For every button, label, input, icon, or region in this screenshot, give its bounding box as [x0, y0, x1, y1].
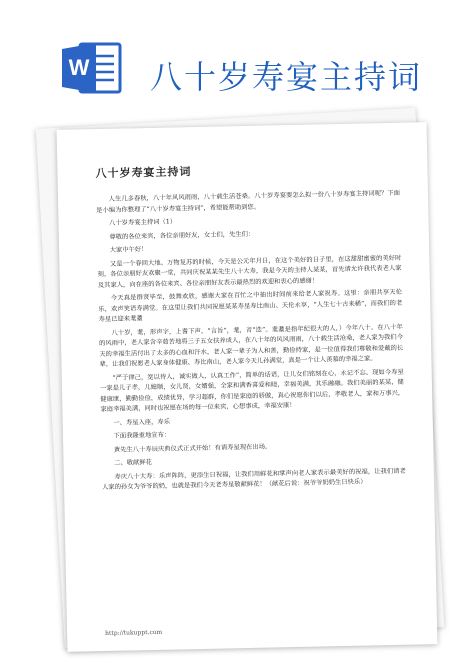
section-heading: 二、敬献鲜花	[114, 459, 153, 467]
document-title: 八十岁寿宴主持词	[95, 165, 192, 181]
document-page	[57, 122, 438, 652]
section-heading: 一、寿星入座，寿乐	[113, 418, 171, 427]
paragraph: “严于律己，宽以待人，诚实做人，认真工作”，简单的话语，让儿女们铭刻在心，永记不忘。现如今寿星一家是儿子孝，儿媳顺，女儿贤，女婿强，全家和满香喜爱和睦，幸福美满，其乐融融。我们美丽的某某，健健康康，勤勤俭俭，成绩优异，学习超群，你们是家庭的骄傲，真心祝愿你们以后，孝敬老人，家和万事兴，家庭幸福美满，同时也祝愿在场的每一位来宾，心想事成，幸福安康！	[99, 368, 405, 414]
paragraph: 人生几多春秋，八十年风风雨雨，八十载生活苍桑。八十岁寿宴要怎么拟一份八十岁寿宴主持词呢？下面是小编为你整理了“八十岁寿宴主持词”，希望能帮助到您。	[96, 189, 401, 214]
paragraph: 寿庆八十大寿：乐声阵阵，更添生日祝福，让我们用鲜花和掌声向老人家表示最美好的祝福，让我们请老人家的孙女为爷爷的奶，也就是我们今天老寿星敬献鲜花！（献花后说：祝爷爷奶奶生日快乐）	[102, 467, 406, 492]
paragraph: 又是一个春回大地、万物复苏的时候，今天是公元年月日，在这个美好的日子里，在这甜甜蜜蜜的美好时刻，各位亲朋好友欢聚一堂，共同庆祝某某先生八十大寿，我是今天的主持人某某，首先请允许我代表老人家及其家人，向在座的各位来宾、各位亲朋好友表示最热烈的欢迎和衷心的感谢！	[97, 254, 402, 289]
banner-title: 八十岁寿宴主持词	[150, 58, 423, 96]
paragraph: 八十岁，耄，形声字，上耆下声，“言旨”，耄，音“迭”。耄耋是指年纪很大的人，）今年八十。在八十年的风雨中，老人家含辛茹苦地将三子五女扶养成人，在八十年的风风雨雨，八十载生活沧桑，老人家为我们今天的幸福生活付出了太多的心血和汗水，老人家一辈子为人和善，勤俭持家，是一位值得我们尊敬和爱戴的长辈，让我们祝愿老人家身体健康、寿比南山，老人家今天儿孙满堂，真是一个让人羡慕的幸福之家。	[98, 323, 404, 369]
document-body	[95, 159, 406, 497]
word-icon-letter: W	[68, 55, 90, 80]
paragraph: 下面我隆重地宣布：	[113, 431, 171, 440]
footer-url: http://tukuppt.com	[105, 628, 163, 638]
paragraph: 黄先生八十寿辰庆典仪式正式开始！有请寿星现在出场。	[113, 443, 272, 454]
paragraph: 今天真是群贤毕至，鼓舞欢欣，感谢大家在百忙之中抽出时间前来给老人家祝寿。这里：亲朋共享天伦乐，欢声笑语寿满堂。在这里让我们共同祝愿某某寿星寿比南山、天伦永享，“人生七十古来稀”，而我们的老寿星已迎来耄耋	[98, 288, 403, 324]
word-document-icon	[60, 40, 122, 96]
section-heading: 八十岁寿宴主持词（1）	[109, 218, 177, 227]
paragraph: 尊敬的各位来宾，各位亲朋好友，女士们，先生们：	[109, 230, 255, 241]
banner	[0, 0, 474, 110]
paragraph: 大家中午好！	[109, 246, 148, 254]
